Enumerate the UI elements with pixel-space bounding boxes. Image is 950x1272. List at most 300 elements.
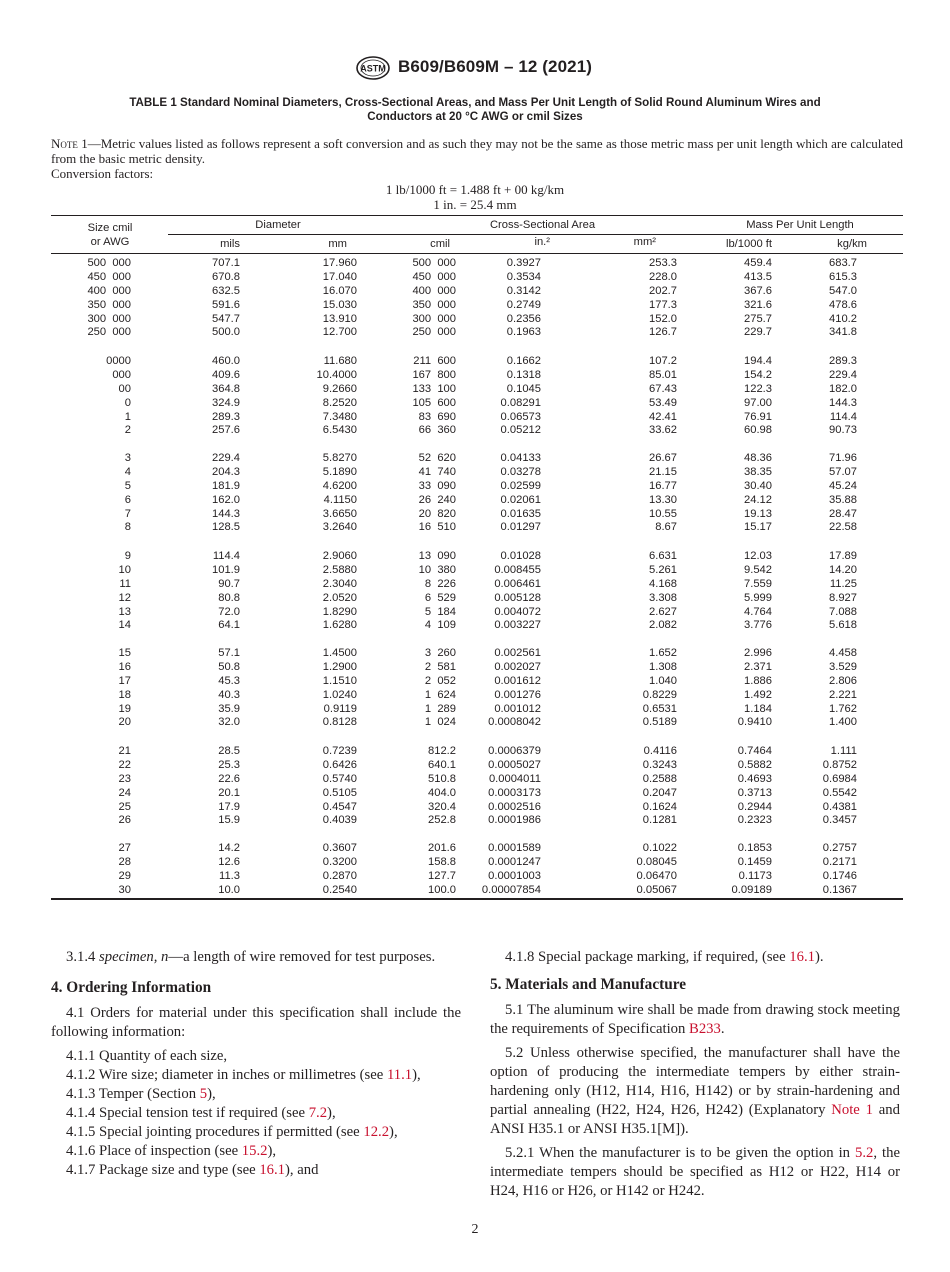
header-mm: mm <box>328 238 347 250</box>
table-group <box>51 550 903 633</box>
cell-size: 13 <box>118 605 131 618</box>
cell-cmil: 1 024 <box>424 716 456 729</box>
cell-cmil: 4 109 <box>424 619 456 632</box>
cell-lb-per-1000ft: 97.00 <box>744 396 772 409</box>
cell-mm: 2.3040 <box>322 577 357 590</box>
table-caption-line-2: Conductors at 20 °C AWG or cmil Sizes <box>367 110 583 123</box>
cell-mm: 16.070 <box>322 284 357 297</box>
cell-cmil: 105 600 <box>412 396 456 409</box>
cell-cmil: 41 740 <box>418 465 456 478</box>
cell-mm: 0.2540 <box>322 883 357 896</box>
cell-kg-per-km: 410.2 <box>829 312 857 325</box>
cell-lb-per-1000ft: 0.7464 <box>737 745 772 757</box>
cell-kg-per-km: 1.400 <box>829 716 857 729</box>
paragraph-5-2-1: 5.2.1 When the manufacturer is to be given the option in 5.2, the intermediate tempers should be specified as H12 or H22, H14 or H24, H16 or H26, or H142 or H242. <box>490 1145 900 1199</box>
cell-mils: 114.4 <box>212 550 240 562</box>
table-row <box>51 842 903 856</box>
cell-mils: 10.0 <box>218 883 240 896</box>
cell-mils: 547.7 <box>212 312 240 325</box>
cell-kg-per-km: 14.20 <box>829 563 857 576</box>
cell-mm2: 67.43 <box>649 382 677 395</box>
cell-mils: 707.1 <box>212 257 240 269</box>
cell-in2: 0.1318 <box>506 368 541 381</box>
note-text: —Metric values listed as follows represent a soft conversion and as such they may not be the same as those metric mass per unit length which are calculated from the basic metric density. <box>51 136 904 166</box>
cell-size: 17 <box>118 674 131 687</box>
cell-mils: 591.6 <box>212 298 240 311</box>
cell-cmil: 83 690 <box>418 410 456 423</box>
cell-size: 12 <box>118 591 131 604</box>
cell-mm: 9.2660 <box>322 382 357 395</box>
cell-mils: 45.3 <box>218 674 240 687</box>
cell-in2: 0.1045 <box>506 382 541 395</box>
cell-mm: 1.1510 <box>322 674 357 687</box>
table-top-rule <box>51 215 903 216</box>
cell-mm: 1.2900 <box>322 660 357 673</box>
header-mils: mils <box>220 238 240 250</box>
table-row <box>51 578 903 592</box>
cell-kg-per-km: 28.47 <box>829 507 857 520</box>
table-group <box>51 647 903 730</box>
table-row <box>51 703 903 717</box>
cell-in2: 0.3534 <box>506 270 541 283</box>
cell-in2: 0.006461 <box>494 577 541 590</box>
table-group <box>51 257 903 340</box>
right-column <box>490 948 900 1206</box>
cell-in2: 0.1662 <box>506 355 541 367</box>
cell-mm2: 21.15 <box>649 465 677 478</box>
cell-in2: 0.01297 <box>500 521 541 534</box>
table-row <box>51 619 903 633</box>
cell-mils: 670.8 <box>212 270 240 283</box>
cell-kg-per-km: 1.762 <box>829 702 857 715</box>
cell-lb-per-1000ft: 0.5882 <box>737 758 772 771</box>
cell-cmil: 2 052 <box>424 674 456 687</box>
cell-mm2: 0.06470 <box>636 869 677 882</box>
table-row <box>51 480 903 494</box>
cell-lb-per-1000ft: 321.6 <box>744 298 772 311</box>
cell-size: 26 <box>118 814 131 827</box>
cell-lb-per-1000ft: 0.09189 <box>731 883 772 896</box>
cell-size: 20 <box>118 716 131 729</box>
cell-mils: 162.0 <box>212 493 240 506</box>
cell-lb-per-1000ft: 19.13 <box>744 507 772 520</box>
table-row <box>51 773 903 787</box>
cell-lb-per-1000ft: 367.6 <box>744 284 772 297</box>
cell-size: 300 000 <box>87 312 131 325</box>
cell-mm: 0.4547 <box>322 800 357 813</box>
table-row <box>51 411 903 425</box>
cell-mils: 90.7 <box>218 577 240 590</box>
cell-mm: 8.2520 <box>322 396 357 409</box>
cell-lb-per-1000ft: 3.776 <box>744 619 772 632</box>
cell-lb-per-1000ft: 15.17 <box>744 521 772 534</box>
cell-size: 21 <box>118 745 131 757</box>
cell-lb-per-1000ft: 76.91 <box>744 410 772 423</box>
cell-cmil: 404.0 <box>428 786 456 799</box>
cell-mm: 0.4039 <box>322 814 357 827</box>
cell-in2: 0.01635 <box>500 507 541 520</box>
link-11-1[interactable]: 11.1 <box>386 1067 413 1083</box>
header-size: Size cmil <box>87 222 133 234</box>
cell-mm2: 1.652 <box>649 647 677 659</box>
cell-in2: 0.2749 <box>506 298 541 311</box>
cell-mm: 7.3480 <box>322 410 357 423</box>
cell-in2: 0.004072 <box>494 605 541 618</box>
cell-mm2: 107.2 <box>649 355 677 367</box>
cell-in2: 0.04133 <box>500 452 541 464</box>
cell-size: 2 <box>124 424 131 437</box>
cell-cmil: 3 260 <box>424 647 456 659</box>
cell-size: 0 <box>124 396 131 409</box>
cell-in2: 0.05212 <box>500 424 541 437</box>
item-4-1-3: 4.1.3 Temper (Section 5), <box>66 1086 216 1102</box>
table-row <box>51 550 903 564</box>
cell-kg-per-km: 17.89 <box>829 550 857 562</box>
cell-in2: 0.003227 <box>494 619 541 632</box>
cell-mm2: 0.08045 <box>636 855 677 868</box>
cell-cmil: 167 800 <box>412 368 456 381</box>
cell-size: 350 000 <box>87 298 131 311</box>
cell-in2: 0.3142 <box>506 284 541 297</box>
cell-mm2: 1.308 <box>649 660 677 673</box>
cell-mils: 17.9 <box>218 800 240 813</box>
cell-mils: 289.3 <box>212 410 240 423</box>
cell-size: 11 <box>119 577 131 590</box>
cell-mils: 364.8 <box>212 382 240 395</box>
cell-mm2: 2.627 <box>649 605 677 618</box>
cell-mm2: 8.67 <box>655 521 677 534</box>
table-row <box>51 313 903 327</box>
header-area: Cross-Sectional Area <box>489 219 596 231</box>
cell-lb-per-1000ft: 1.184 <box>744 702 772 715</box>
conversion-label: Conversion factors: <box>51 166 154 181</box>
cell-lb-per-1000ft: 1.886 <box>744 674 772 687</box>
item-4-1-8: 4.1.8 Special package marking, if required, (see 16.1). <box>505 949 824 965</box>
cell-mils: 11.3 <box>219 869 240 882</box>
section-4-title: 4. Ordering Information <box>51 979 212 996</box>
cell-cmil: 450 000 <box>412 270 456 283</box>
cell-mils: 500.0 <box>212 326 240 339</box>
cell-kg-per-km: 615.3 <box>829 270 857 283</box>
cell-size: 22 <box>118 758 131 771</box>
cell-mm: 10.4000 <box>316 368 357 381</box>
cell-kg-per-km: 4.458 <box>829 647 857 659</box>
cell-mm: 4.6200 <box>322 479 357 492</box>
cell-kg-per-km: 22.58 <box>829 521 857 534</box>
paragraph-4-1: 4.1 Orders for material under this specification shall include the following information: <box>51 1005 461 1040</box>
cell-mm: 15.030 <box>322 298 357 311</box>
cell-size: 500 000 <box>87 257 131 269</box>
cell-cmil: 100.0 <box>428 883 456 896</box>
link-note-1[interactable]: Note 1 <box>831 1102 873 1118</box>
cell-in2: 0.0001986 <box>488 814 541 827</box>
header-size-2: or AWG <box>90 236 130 248</box>
cell-mils: 181.9 <box>212 479 240 492</box>
cell-mm: 5.1890 <box>322 465 357 478</box>
cell-in2: 0.1963 <box>506 326 541 339</box>
cell-lb-per-1000ft: 459.4 <box>744 257 772 269</box>
cell-cmil: 26 240 <box>418 493 456 506</box>
cell-kg-per-km: 3.529 <box>829 660 857 673</box>
cell-in2: 0.0004011 <box>488 772 541 785</box>
conversion-factor-1: 1 lb/1000 ft = 1.488 ft + 00 kg/km <box>385 182 565 197</box>
link-16-1[interactable]: 16.1 <box>259 1162 286 1178</box>
table-row <box>51 494 903 508</box>
cell-cmil: 350 000 <box>412 298 456 311</box>
document-id: B609/B609M – 12 (2021) <box>398 57 593 76</box>
cell-size: 000 <box>112 368 131 381</box>
cell-mm2: 0.3243 <box>642 758 677 771</box>
cell-in2: 0.03278 <box>500 465 541 478</box>
cell-lb-per-1000ft: 38.35 <box>744 465 772 478</box>
cell-mm2: 6.631 <box>649 550 677 562</box>
cell-size: 8 <box>124 521 131 534</box>
page-number: 2 <box>471 1222 479 1237</box>
cell-mils: 20.1 <box>218 786 240 799</box>
cell-mm: 1.8290 <box>322 605 357 618</box>
cell-cmil: 320.4 <box>428 800 456 813</box>
link-16-1-b[interactable]: 16.1 <box>789 949 815 965</box>
cell-mm2: 253.3 <box>649 257 677 269</box>
cell-in2: 0.01028 <box>500 550 541 562</box>
cell-lb-per-1000ft: 5.999 <box>744 591 772 604</box>
link-b233[interactable]: B233 <box>689 1021 721 1037</box>
cell-in2: 0.3927 <box>506 257 541 269</box>
cell-size: 27 <box>118 842 131 854</box>
cell-size: 19 <box>118 702 131 715</box>
cell-lb-per-1000ft: 0.2944 <box>737 800 772 813</box>
cell-size: 1 <box>124 410 131 423</box>
table-row <box>51 369 903 383</box>
table-row <box>51 870 903 884</box>
table-bottom-rule <box>51 898 903 900</box>
cell-mm2: 126.7 <box>649 326 677 339</box>
cell-lb-per-1000ft: 12.03 <box>744 550 772 562</box>
cell-mm: 0.3607 <box>322 842 357 854</box>
cell-mm2: 0.2047 <box>642 786 677 799</box>
cell-cmil: 640.1 <box>428 758 456 771</box>
cell-mils: 12.6 <box>218 855 240 868</box>
cell-cmil: 1 289 <box>424 702 456 715</box>
cell-kg-per-km: 182.0 <box>829 382 857 395</box>
cell-mm: 0.6426 <box>322 758 357 771</box>
cell-lb-per-1000ft: 2.371 <box>744 660 772 673</box>
table-row <box>51 759 903 773</box>
cell-mils: 32.0 <box>218 716 240 729</box>
table-group <box>51 355 903 438</box>
cell-cmil: 300 000 <box>412 312 456 325</box>
table-row <box>51 521 903 535</box>
table-row <box>51 884 903 898</box>
cell-cmil: 500 000 <box>412 257 456 269</box>
cell-cmil: 158.8 <box>428 855 456 868</box>
cell-cmil: 52 620 <box>418 452 456 464</box>
cell-mm2: 0.1022 <box>642 842 677 854</box>
cell-in2: 0.0001247 <box>488 855 541 868</box>
cell-mm2: 0.1281 <box>642 814 677 827</box>
cell-size: 0000 <box>106 355 131 367</box>
cell-lb-per-1000ft: 24.12 <box>744 493 772 506</box>
cell-mils: 35.9 <box>218 702 240 715</box>
cell-size: 250 000 <box>87 326 131 339</box>
section-5-title: 5. Materials and Manufacture <box>490 976 687 993</box>
cell-mm: 4.1150 <box>323 493 357 506</box>
table-row <box>51 787 903 801</box>
cell-mils: 25.3 <box>218 758 240 771</box>
cell-size: 28 <box>118 855 131 868</box>
cell-size: 15 <box>118 647 131 659</box>
cell-mm: 2.5880 <box>322 563 357 576</box>
cell-lb-per-1000ft: 48.36 <box>744 452 772 464</box>
cell-mm2: 0.1624 <box>642 800 677 813</box>
cell-cmil: 10 380 <box>418 563 456 576</box>
cell-mm: 5.8270 <box>322 452 357 464</box>
cell-lb-per-1000ft: 154.2 <box>744 368 772 381</box>
table-row <box>51 689 903 703</box>
cell-mm2: 228.0 <box>649 270 677 283</box>
cell-kg-per-km: 0.2171 <box>822 855 857 868</box>
cell-in2: 0.0003173 <box>488 786 541 799</box>
cell-in2: 0.001276 <box>494 688 541 701</box>
cell-in2: 0.002561 <box>494 647 541 659</box>
cell-cmil: 13 090 <box>418 550 456 562</box>
cell-mils: 40.3 <box>218 688 240 701</box>
cell-kg-per-km: 229.4 <box>829 368 857 381</box>
cell-mm: 0.9119 <box>323 702 357 715</box>
cell-size: 24 <box>118 786 131 799</box>
cell-lb-per-1000ft: 194.4 <box>744 355 772 367</box>
cell-mils: 72.0 <box>218 605 240 618</box>
table-row <box>51 466 903 480</box>
item-4-1-6: 4.1.6 Place of inspection (see 15.2), <box>66 1143 277 1159</box>
cell-kg-per-km: 0.1746 <box>822 869 857 882</box>
table-row <box>51 326 903 340</box>
cell-size: 450 000 <box>87 270 131 283</box>
cell-kg-per-km: 1.111 <box>830 745 857 757</box>
cell-mm2: 5.261 <box>649 563 677 576</box>
cell-in2: 0.0001589 <box>488 842 541 854</box>
link-section-5[interactable]: 5 <box>199 1086 208 1102</box>
cell-lb-per-1000ft: 4.764 <box>744 605 772 618</box>
header-mass: Mass Per Unit Length <box>746 219 854 231</box>
cell-in2: 0.2356 <box>506 312 541 325</box>
table-group <box>51 452 903 535</box>
cell-cmil: 201.6 <box>428 842 456 854</box>
cell-mm: 1.6280 <box>322 619 357 632</box>
cell-kg-per-km: 2.806 <box>829 674 857 687</box>
item-4-1-5: 4.1.5 Special jointing procedures if permitted (see 12.2), <box>66 1124 398 1140</box>
cell-cmil: 252.8 <box>428 814 456 827</box>
cell-in2: 0.0005027 <box>488 758 541 771</box>
cell-mm2: 0.8229 <box>642 688 677 701</box>
cell-mm2: 177.3 <box>649 298 677 311</box>
cell-mm: 6.5430 <box>322 424 357 437</box>
cell-in2: 0.02599 <box>500 479 541 492</box>
cell-in2: 0.02061 <box>500 493 541 506</box>
cell-kg-per-km: 90.73 <box>829 424 857 437</box>
cell-mils: 57.1 <box>218 647 240 659</box>
cell-lb-per-1000ft: 30.40 <box>744 479 772 492</box>
cell-cmil: 66 360 <box>418 424 456 437</box>
cell-kg-per-km: 71.96 <box>829 452 857 464</box>
cell-mils: 632.5 <box>212 284 240 297</box>
table-row <box>51 383 903 397</box>
cell-lb-per-1000ft: 7.559 <box>744 577 772 590</box>
cell-mm: 0.5740 <box>322 772 357 785</box>
astm-logo-icon <box>355 56 391 80</box>
cell-lb-per-1000ft: 413.5 <box>744 270 772 283</box>
cell-in2: 0.005128 <box>494 591 541 604</box>
table-row <box>51 606 903 620</box>
table-caption-line-1: TABLE 1 Standard Nominal Diameters, Cross-Sectional Areas, and Mass Per Unit Length of Solid Round Aluminum Wires and <box>129 96 821 109</box>
cell-mils: 14.2 <box>218 842 240 854</box>
term-specimen: specimen, n <box>99 949 169 965</box>
cell-size: 18 <box>118 688 131 701</box>
cell-kg-per-km: 7.088 <box>829 605 857 618</box>
cell-mils: 22.6 <box>218 772 240 785</box>
page-header <box>0 56 950 84</box>
cell-mm2: 0.4116 <box>643 745 677 757</box>
table-row <box>51 564 903 578</box>
table-row <box>51 856 903 870</box>
cell-mm: 0.5105 <box>322 786 357 799</box>
cell-kg-per-km: 0.6984 <box>822 772 857 785</box>
table-row <box>51 814 903 828</box>
cell-mm2: 0.2588 <box>642 772 677 785</box>
item-4-1-2: 4.1.2 Wire size; diameter in inches or millimetres (see 11.1), <box>66 1067 421 1083</box>
cell-in2: 0.001012 <box>494 702 541 715</box>
cell-cmil: 127.7 <box>428 869 456 882</box>
conversion-factor-2: 1 in. = 25.4 mm <box>433 197 517 212</box>
cell-mils: 28.5 <box>218 745 240 757</box>
cell-mm: 2.0520 <box>322 591 357 604</box>
cell-kg-per-km: 0.5542 <box>822 786 857 799</box>
cell-mm2: 3.308 <box>649 591 677 604</box>
cell-mm: 2.9060 <box>322 550 357 562</box>
cell-in2: 0.0002516 <box>488 800 541 813</box>
cell-cmil: 250 000 <box>412 326 456 339</box>
cell-size: 16 <box>118 660 131 673</box>
cell-lb-per-1000ft: 9.542 <box>744 563 772 576</box>
cell-mm: 12.700 <box>322 326 357 339</box>
table-row <box>51 508 903 522</box>
link-7-2[interactable]: 7.2 <box>308 1105 328 1121</box>
link-15-2[interactable]: 15.2 <box>241 1143 268 1159</box>
header-lb-per-1000ft: lb/1000 ft <box>725 238 772 250</box>
cell-kg-per-km: 11.25 <box>829 577 857 590</box>
cell-kg-per-km: 0.2757 <box>822 842 857 854</box>
cell-mils: 128.5 <box>212 521 240 534</box>
cell-size: 23 <box>118 772 131 785</box>
cell-mm: 17.960 <box>322 257 357 269</box>
cell-mils: 460.0 <box>212 355 240 367</box>
table-row <box>51 592 903 606</box>
cell-lb-per-1000ft: 0.1459 <box>737 855 772 868</box>
cell-mm: 3.2640 <box>322 521 357 534</box>
cell-in2: 0.00007854 <box>481 883 541 896</box>
cell-mm2: 0.6531 <box>642 702 677 715</box>
table-group <box>51 842 903 898</box>
table-row <box>51 424 903 438</box>
header-kg-per-km: kg/km <box>837 238 867 250</box>
link-12-2[interactable]: 12.2 <box>363 1124 390 1140</box>
link-5-2[interactable]: 5.2 <box>855 1145 874 1161</box>
cell-in2: 0.0001003 <box>488 869 541 882</box>
cell-lb-per-1000ft: 0.2323 <box>737 814 772 827</box>
cell-lb-per-1000ft: 0.9410 <box>737 716 772 729</box>
cell-cmil: 5 184 <box>424 605 456 618</box>
table-row <box>51 271 903 285</box>
